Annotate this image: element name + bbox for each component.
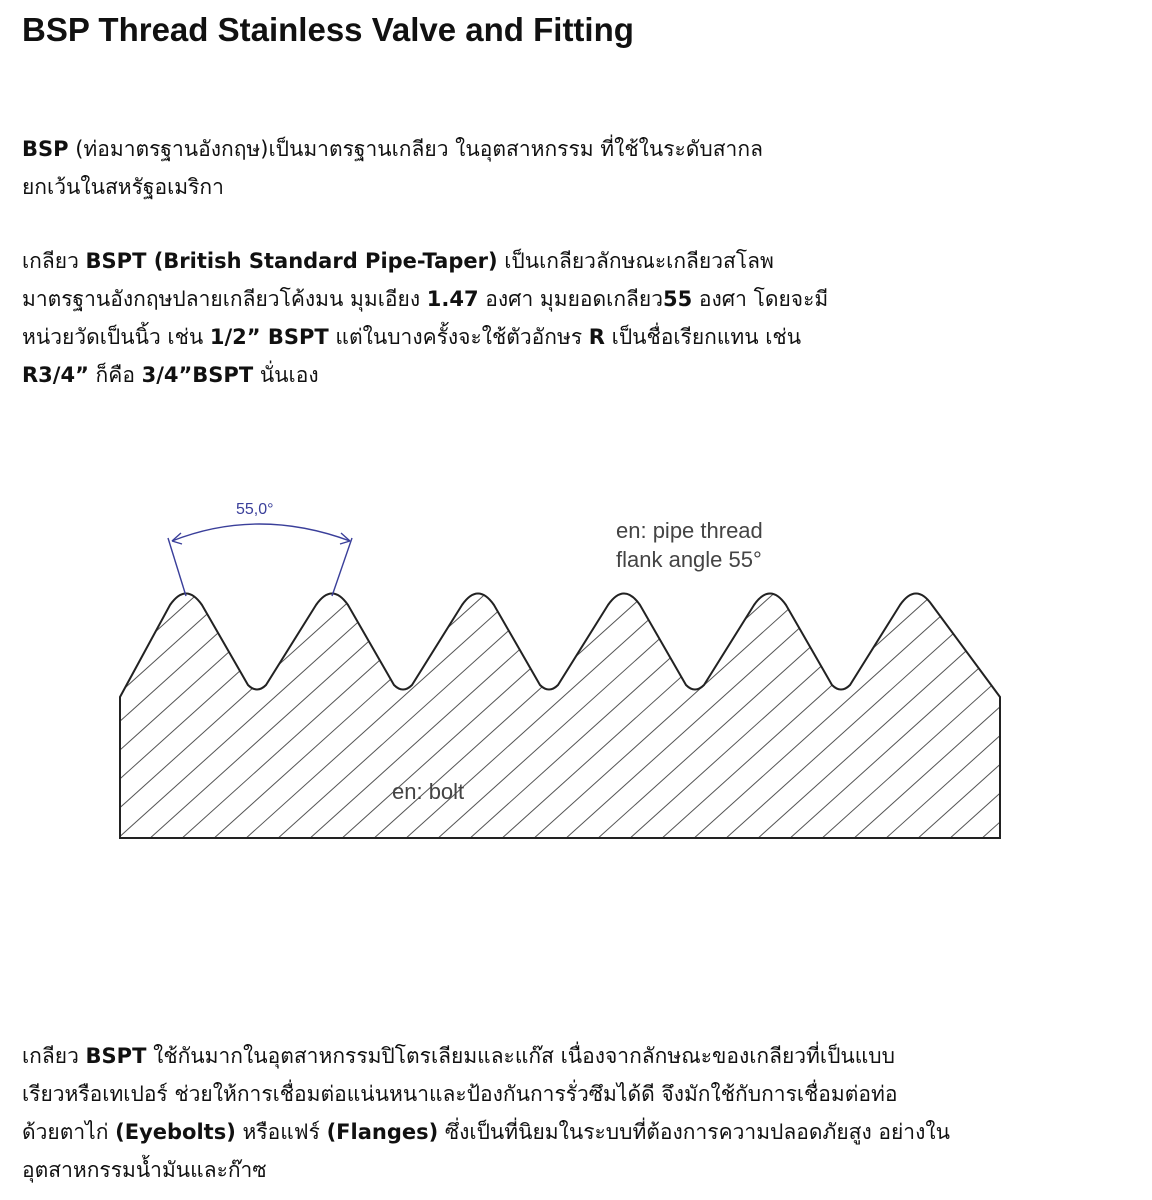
intro-line-2: ยกเว้นในสหรัฐอเมริกา [22, 175, 224, 199]
bspt-usage-paragraph [22, 1037, 1142, 1189]
hatch-line [788, 570, 1088, 840]
hatch-pattern [0, 570, 1152, 840]
hatch-line [564, 570, 864, 840]
hatch-line [980, 570, 1152, 840]
hatch-line [0, 570, 64, 840]
intro-line-1: BSP (ท่อมาตรฐานอังกฤษ)เป็นมาตรฐานเกลียว ในอุตสาหกรรม ที่ใช้ในระดับสากล [22, 137, 763, 161]
hatch-line [0, 570, 256, 840]
page-title: BSP Thread Stainless Valve and Fitting [22, 11, 634, 48]
definition-line-3: หน่วยวัดเป็นนิ้ว เช่น 1/2” BSPT แต่ในบางครั้งจะใช้ตัวอักษร R เป็นชื่อเรียกแทน เช่น [22, 325, 802, 349]
hatch-line [212, 570, 512, 840]
hatch-line [884, 570, 1152, 840]
thread-profile-diagram [0, 430, 1152, 870]
hatch-line [1076, 570, 1152, 840]
angle-arc [172, 524, 350, 541]
extension-line-left [168, 538, 186, 596]
hatch-line [0, 570, 288, 840]
usage-line-1: เกลียว BSPT ใช้กันมากในอุตสาหกรรมปิโตรเลียมและแก๊ส เนื่องจากลักษณะของเกลียวที่เป็นแบบ [22, 1044, 895, 1068]
hatch-line [692, 570, 992, 840]
hatch-line [500, 570, 800, 840]
hatch-line [340, 570, 640, 840]
definition-line-4: R3/4” ก็คือ 3/4”BSPT นั่นเอง [22, 363, 319, 387]
hatch-line [436, 570, 736, 840]
bolt-label: en: bolt [392, 779, 465, 804]
hatch-line [468, 570, 768, 840]
hatch-line [948, 570, 1152, 840]
hatch-line [0, 570, 32, 840]
hatch-line [0, 570, 160, 840]
usage-line-4: อุตสาหกรรมน้ำมันและก๊าซ [22, 1158, 267, 1182]
pipe-thread-label-line-1: en: pipe thread [616, 518, 763, 543]
hatch-line [20, 570, 320, 840]
hatch-line [756, 570, 1056, 840]
hatch-line [596, 570, 896, 840]
bolt-thread-outline [120, 594, 1000, 839]
hatch-line [116, 570, 416, 840]
hatch-line [84, 570, 384, 840]
usage-line-2: เรียวหรือเทเปอร์ ช่วยให้การเชื่อมต่อแน่นหนาและป้องกันการรั่วซึมได้ดี จึงมักใช้กับการเชื่อมต่อท่อ [22, 1082, 898, 1106]
hatch-line [724, 570, 1024, 840]
hatch-line [1012, 570, 1152, 840]
definition-line-2: มาตรฐานอังกฤษปลายเกลียวโค้งมน มุมเอียง 1.47 องศา มุมยอดเกลียว55 องศา โดยจะมี [22, 287, 829, 311]
bspt-definition-paragraph [22, 242, 1022, 394]
angle-label: 55,0° [236, 501, 274, 518]
hatch-line [660, 570, 960, 840]
extension-line-right [332, 538, 352, 596]
hatch-line [916, 570, 1152, 840]
term-bsp: BSP [22, 137, 69, 161]
hatch-line [52, 570, 352, 840]
flank-angle-dimension [168, 524, 352, 596]
hatch-line [0, 570, 224, 840]
hatch-line [1044, 570, 1152, 840]
hatch-line [0, 570, 192, 840]
hatch-line [532, 570, 832, 840]
hatch-line [0, 570, 128, 840]
pipe-thread-label-line-2: flank angle 55° [616, 547, 762, 572]
hatch-line [0, 570, 96, 840]
hatch-line [820, 570, 1120, 840]
intro-paragraph [22, 130, 1022, 206]
usage-line-3: ด้วยตาไก่ (Eyebolts) หรือแฟร์ (Flanges) ซึ่งเป็นที่นิยมในระบบที่ต้องการความปลอดภัยสูง อย่างใน [22, 1120, 950, 1144]
definition-line-1: เกลียว BSPT (British Standard Pipe-Taper) เป็นเกลียวลักษณะเกลียวสโลพ [22, 249, 774, 273]
hatch-line [628, 570, 928, 840]
